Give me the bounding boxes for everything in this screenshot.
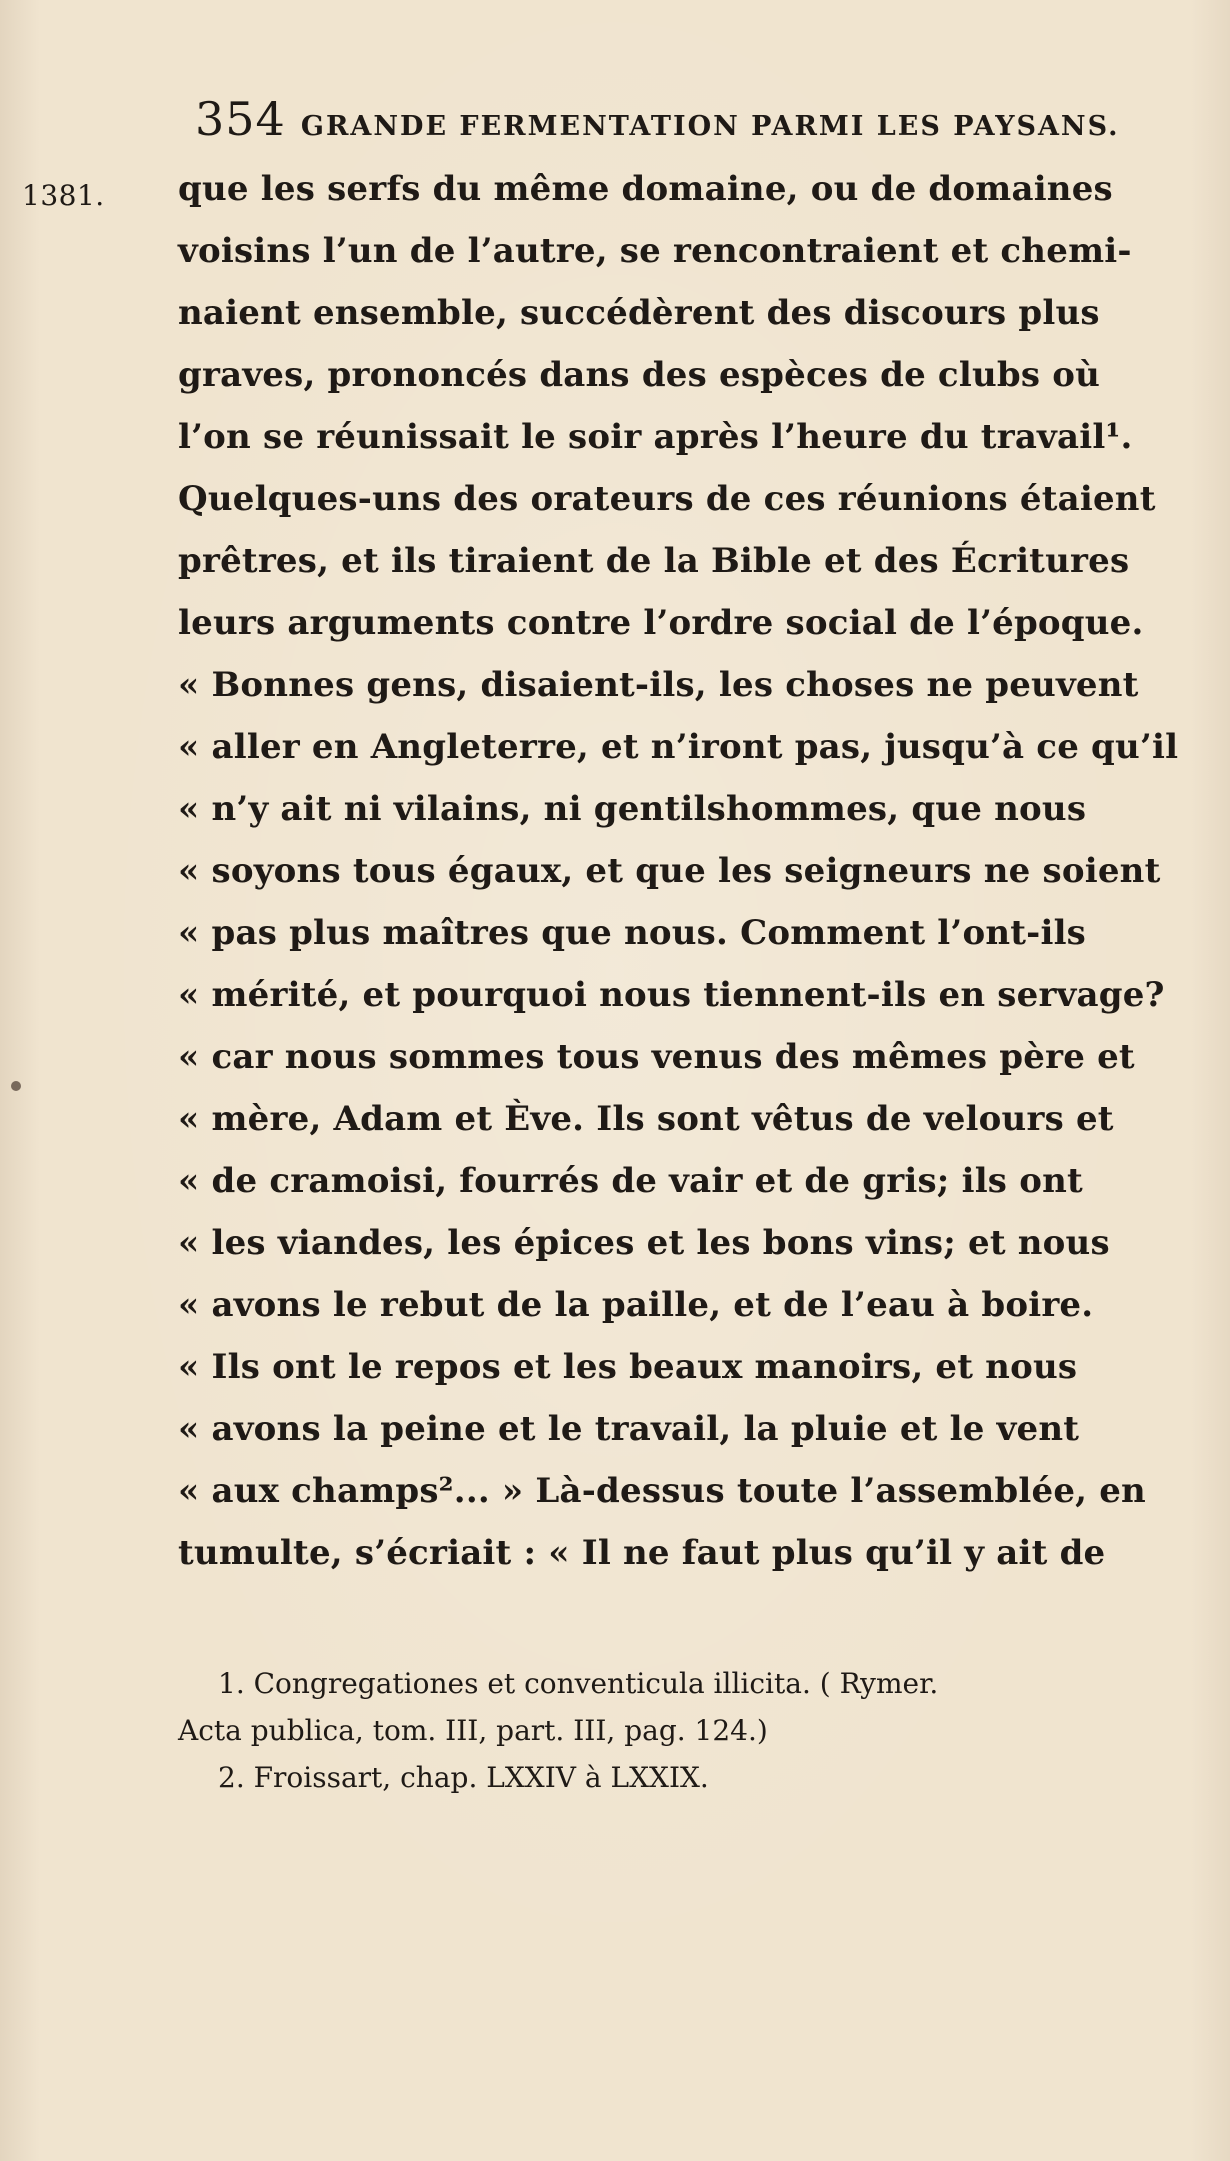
paper-speck bbox=[11, 1081, 21, 1091]
text-line: « les viandes, les épices et les bons vins; et nous bbox=[178, 1223, 1110, 1263]
footnote-2: 2. Froissart, chap. LXXIV à LXXIX. bbox=[218, 1761, 709, 1794]
text-line: tumulte, s’écriait : « Il ne faut plus qu’il y ait de bbox=[178, 1533, 1106, 1573]
text-line: voisins l’un de l’autre, se rencontraient et chemi- bbox=[178, 231, 1132, 271]
text-line: prêtres, et ils tiraient de la Bible et des Écritures bbox=[178, 541, 1130, 581]
text-line: « aux champs²... » Là-dessus toute l’assemblée, en bbox=[178, 1471, 1146, 1511]
margin-year: 1381. bbox=[22, 179, 105, 212]
text-line: graves, prononcés dans des espèces de clubs où bbox=[178, 355, 1101, 395]
main-text bbox=[178, 158, 1179, 1584]
page-number: 354 bbox=[195, 92, 286, 146]
text-line: « soyons tous égaux, et que les seigneurs ne soient bbox=[178, 851, 1161, 891]
text-line: « mère, Adam et Ève. Ils sont vêtus de velours et bbox=[178, 1099, 1114, 1139]
text-line: leurs arguments contre l’ordre social de l’époque. bbox=[178, 603, 1144, 643]
text-line: « Bonnes gens, disaient-ils, les choses ne peuvent bbox=[178, 665, 1139, 705]
footnote-1-line-2: Acta publica, tom. III, part. III, pag. 124.) bbox=[178, 1714, 768, 1747]
text-line: naient ensemble, succédèrent des discours plus bbox=[178, 293, 1100, 333]
footnotes bbox=[178, 1660, 1138, 1801]
text-line: « mérité, et pourquoi nous tiennent-ils en servage? bbox=[178, 975, 1165, 1015]
text-line: « aller en Angleterre, et n’iront pas, jusqu’à ce qu’il bbox=[178, 727, 1179, 767]
text-line: « avons le rebut de la paille, et de l’eau à boire. bbox=[178, 1285, 1094, 1325]
text-line: « car nous sommes tous venus des mêmes père et bbox=[178, 1037, 1135, 1077]
text-line: « pas plus maîtres que nous. Comment l’ont-ils bbox=[178, 913, 1087, 953]
text-line: « avons la peine et le travail, la pluie et le vent bbox=[178, 1409, 1080, 1449]
text-line: que les serfs du même domaine, ou de domaines bbox=[178, 169, 1113, 209]
running-title: GRANDE FERMENTATION PARMI LES PAYSANS. bbox=[300, 111, 1120, 142]
text-line: l’on se réunissait le soir après l’heure du travail¹. bbox=[178, 417, 1133, 457]
text-line: « de cramoisi, fourrés de vair et de gris; ils ont bbox=[178, 1161, 1083, 1201]
page-header bbox=[195, 92, 1125, 148]
text-line: « Ils ont le repos et les beaux manoirs, et nous bbox=[178, 1347, 1078, 1387]
text-line: Quelques-uns des orateurs de ces réunions étaient bbox=[178, 479, 1156, 519]
footnote-1-line-1: 1. Congregationes et conventicula illicita. ( Rymer. bbox=[218, 1667, 939, 1700]
text-line: « n’y ait ni vilains, ni gentilshommes, que nous bbox=[178, 789, 1087, 829]
